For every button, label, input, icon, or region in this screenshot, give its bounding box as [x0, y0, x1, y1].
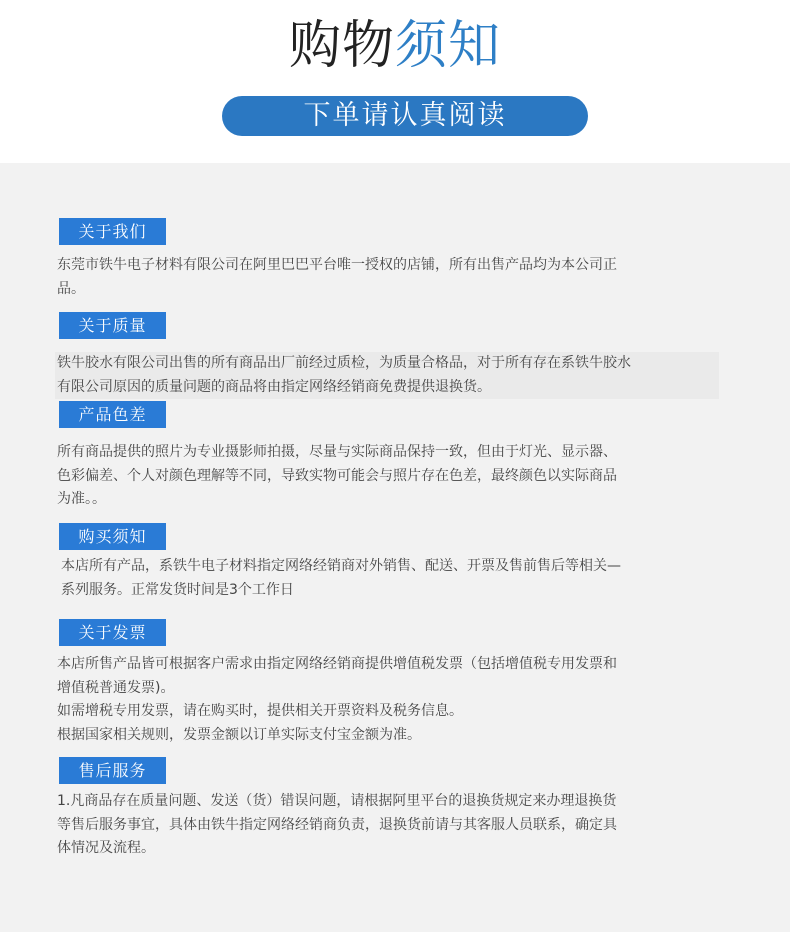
subtitle-pill: 下单请认真阅读 — [222, 96, 588, 136]
section-text-about-us — [57, 254, 717, 301]
text-line: 所有商品提供的照片为专业摄影师拍摄，尽量与实际商品保持一致，但由于灯光、显示器、 — [57, 444, 617, 460]
section-tag-invoice: 关于发票 — [59, 619, 166, 646]
text-line: 体情况及流程。 — [57, 840, 155, 856]
page-title-dark: 购物 — [288, 16, 395, 76]
text-line: 1.凡商品存在质量问题、发送（货）错误问题，请根据阿里平台的退换货规定来办理退换货 — [57, 793, 617, 809]
page-title-blue: 须知 — [395, 16, 502, 76]
text-line: 色彩偏差、个人对颜色理解等不同，导致实物可能会与照片存在色差，最终颜色以实际商品 — [57, 467, 617, 484]
section-text-after-sales — [57, 790, 717, 861]
section-text-color-difference — [57, 441, 717, 512]
section-tag-purchase-notice: 购买须知 — [59, 523, 166, 550]
text-line: 本店所有产品，系铁牛电子材料指定网络经销商对外销售、配送、开票及售前售后等相关— — [61, 558, 621, 574]
text-line: 本店所售产品皆可根据客户需求由指定网络经销商提供增值税发票（包括增值税专用发票和 — [57, 656, 617, 672]
page-title — [0, 14, 790, 78]
section-tag-after-sales: 售后服务 — [59, 757, 166, 784]
text-line: 为准。。 — [57, 491, 106, 507]
section-text-purchase-notice — [61, 555, 721, 602]
section-tag-color-difference: 产品色差 — [59, 401, 166, 428]
text-line: 有限公司原因的质量问题的商品将由指定网络经销商免费提供退换货。 — [57, 378, 491, 395]
section-text-quality — [55, 352, 719, 399]
text-line: 等售后服务事宜，具体由铁牛指定网络经销商负责，退换货前请与其客服人员联系，确定具 — [57, 816, 617, 833]
text-line: 如需增税专用发票，请在购买时，提供相关开票资料及税务信息。 — [57, 703, 463, 719]
text-line: 铁牛胶水有限公司出售的所有商品出厂前经过质检，为质量合格品，对于所有存在系铁牛胶水 — [57, 355, 631, 371]
text-line: 品。 — [57, 280, 85, 297]
text-line: 根据国家相关规则，发票金额以订单实际支付宝金额为准。 — [57, 726, 421, 743]
section-tag-quality: 关于质量 — [59, 312, 166, 339]
section-tag-about-us: 关于我们 — [59, 218, 166, 245]
text-line: 系列服务。正常发货时间是3个工作日 — [61, 581, 294, 598]
header-banner — [0, 0, 790, 163]
section-text-invoice — [57, 653, 717, 747]
text-line: 东莞市铁牛电子材料有限公司在阿里巴巴平台唯一授权的店铺，所有出售产品均为本公司正 — [57, 257, 617, 273]
text-line: 增值税普通发票)。 — [57, 679, 175, 696]
